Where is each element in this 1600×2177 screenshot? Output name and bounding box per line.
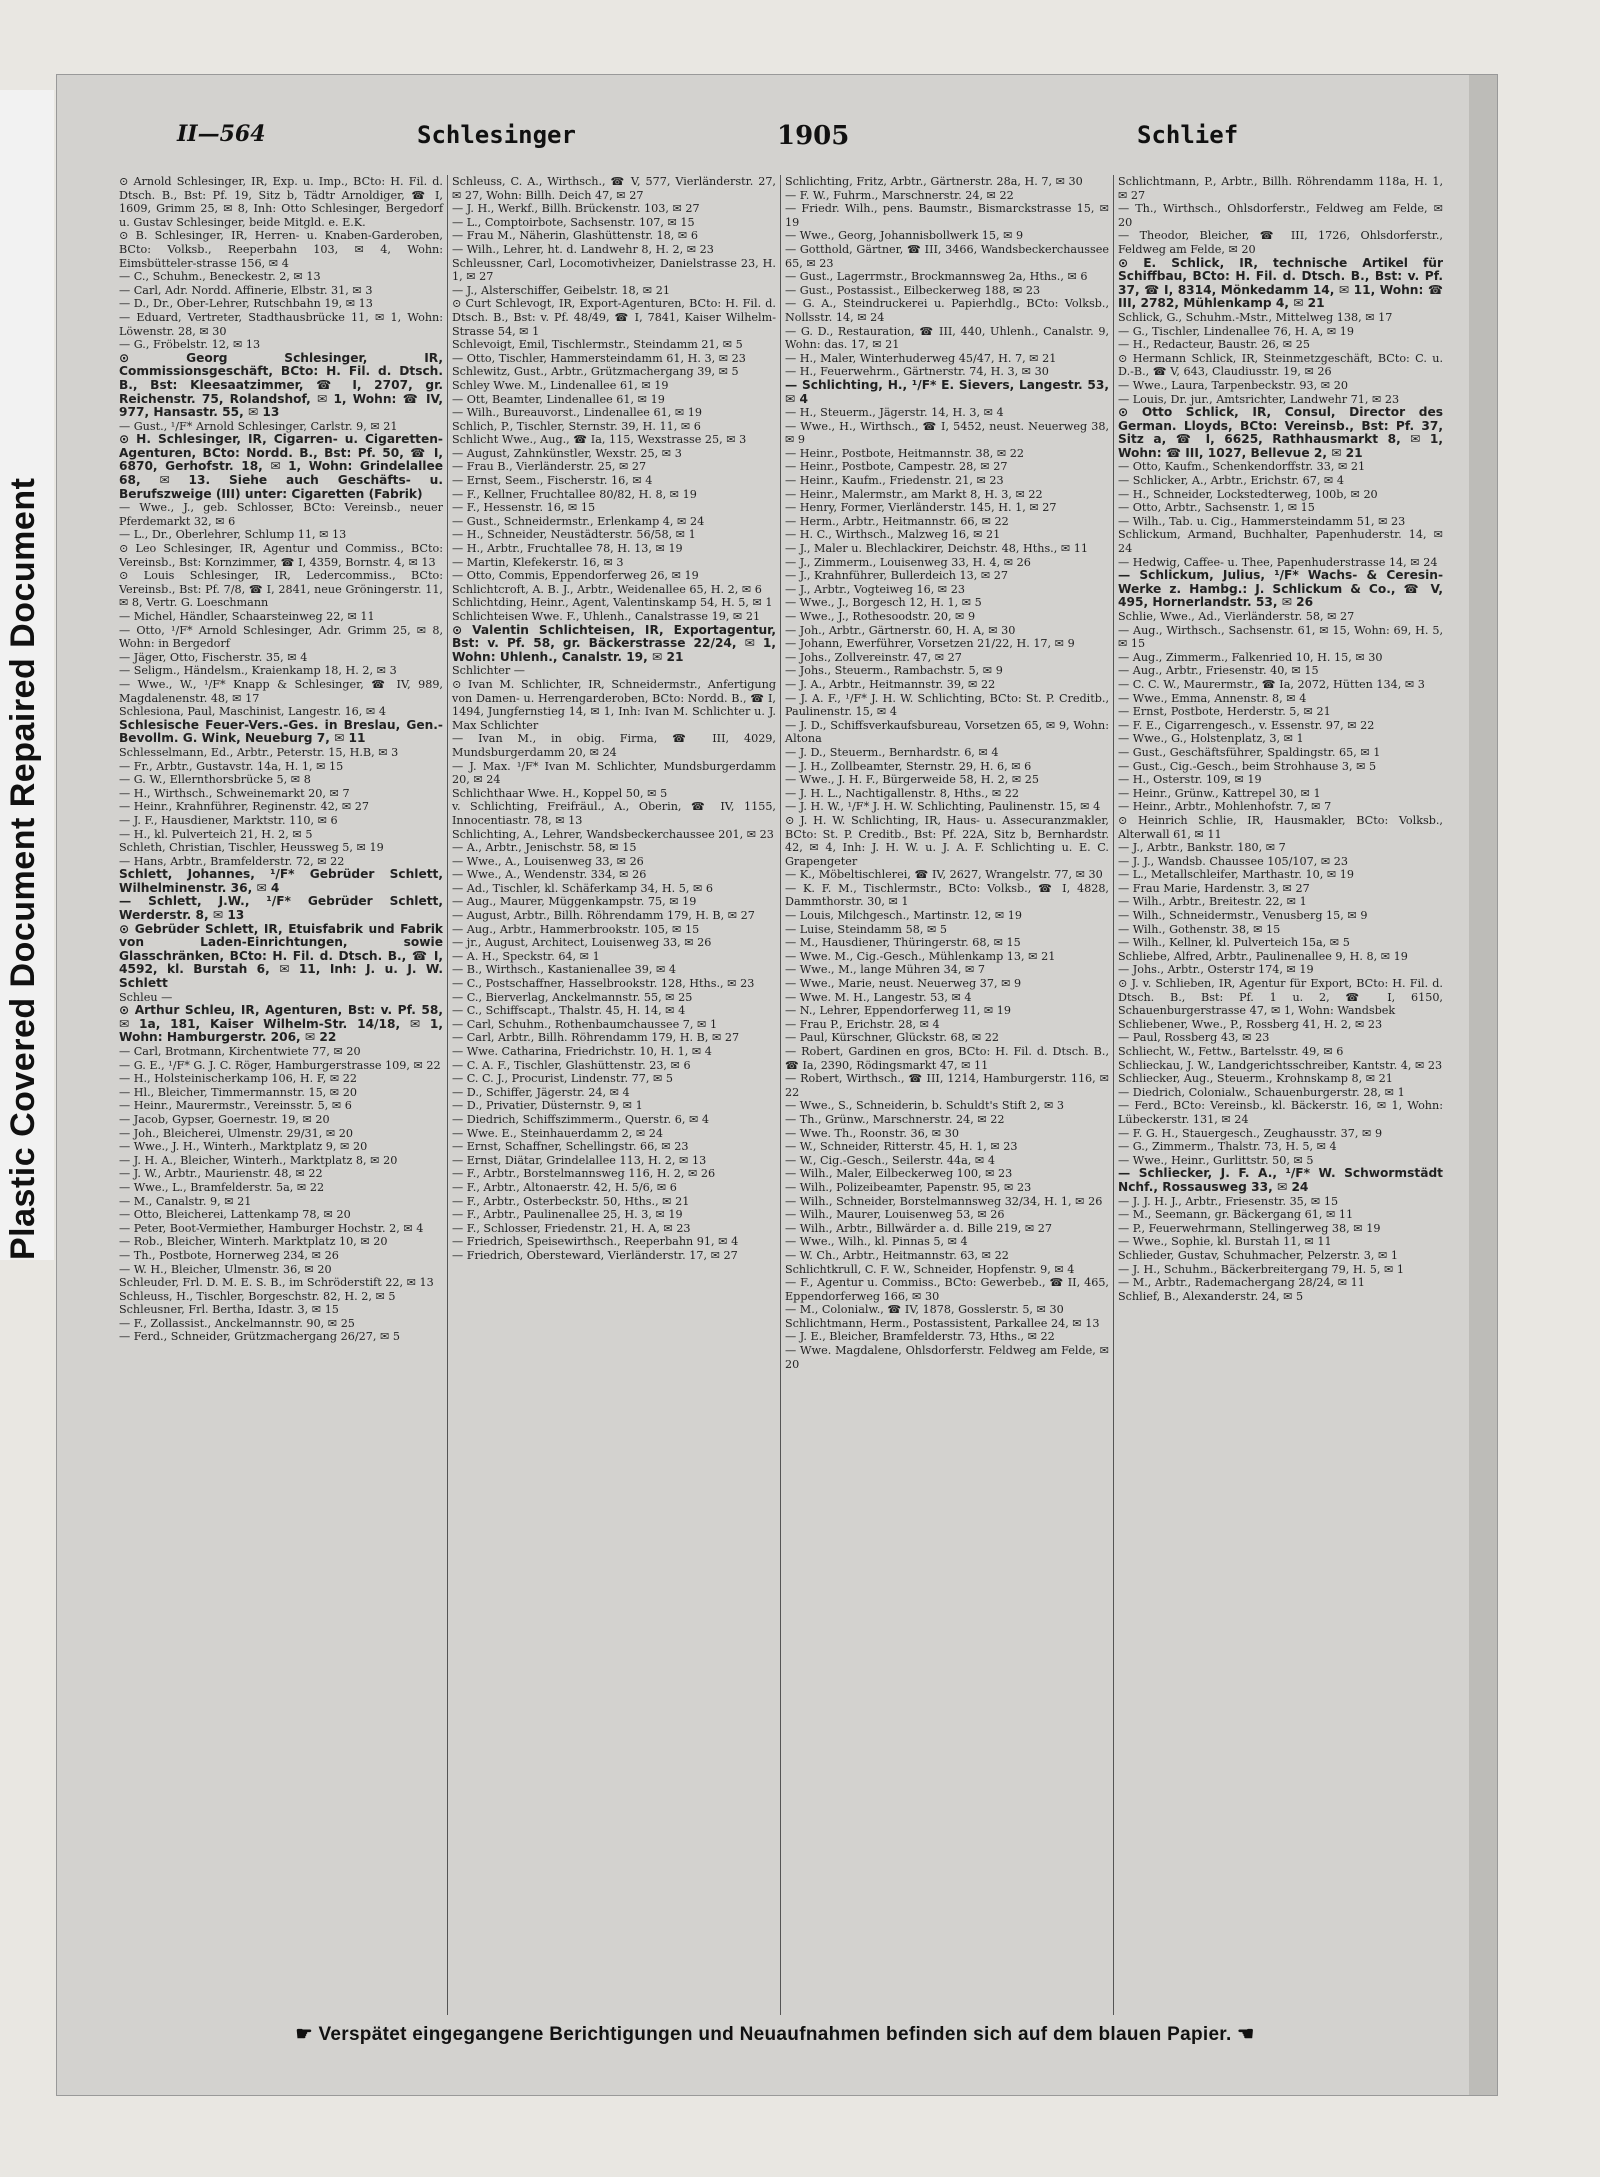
- directory-entry: — Friedr. Wilh., pens. Baumstr., Bismarckstrasse 15, ✉ 19: [785, 202, 1109, 229]
- directory-entry: — Eduard, Vertreter, Stadthausbrücke 11, ✉ 1, Wohn: Löwenstr. 28, ✉ 30: [119, 310, 443, 338]
- directory-entry: — J., Arbtr., Bankstr. 180, ✉ 7: [1118, 841, 1286, 855]
- directory-entry: — L., Metallschleifer, Marthastr. 10, ✉ 19: [1118, 868, 1355, 882]
- directory-entry: — M., Hausdiener, Thüringerstr. 68, ✉ 15: [785, 936, 1021, 950]
- directory-entry: — Wwe., Laura, Tarpenbeckstr. 93, ✉ 20: [1118, 378, 1348, 392]
- directory-column-3: [781, 175, 1114, 2015]
- directory-entry: Schleusner, Frl. Bertha, Idastr. 3, ✉ 15: [119, 1303, 339, 1317]
- directory-entry: — Ernst, Seem., Fischerstr. 16, ✉ 4: [452, 474, 653, 488]
- directory-entry: — G., Fröbelstr. 12, ✉ 13: [119, 338, 261, 352]
- directory-entry: — F., Schlosser, Friedenstr. 21, H. A, ✉ 23: [452, 1221, 691, 1235]
- directory-entry: — W., Cig.-Gesch., Seilerstr. 44a, ✉ 4: [785, 1153, 995, 1167]
- directory-entry: — J., Alsterschiffer, Geibelstr. 18, ✉ 21: [452, 283, 670, 297]
- directory-entry: — J. J. H. J., Arbtr., Friesenstr. 35, ✉ 15: [1118, 1194, 1339, 1208]
- directory-entry: — Schlett, J.W., ¹/F* Gebrüder Schlett, Werderstr. 8, ✉ 13: [119, 894, 443, 923]
- directory-entry: — Heinr., Maurermstr., Vereinsstr. 5, ✉ 6: [119, 1099, 352, 1113]
- directory-entry: Schlesiona, Paul, Maschinist, Langestr. 16, ✉ 4: [119, 705, 386, 719]
- directory-entry: Schlichtding, Heinr., Agent, Valentinskamp 54, H. 5, ✉ 1: [452, 596, 773, 610]
- directory-entry: — D., Schiffer, Jägerstr. 24, ✉ 4: [452, 1085, 630, 1099]
- directory-entry: — Wwe., M., lange Mühren 34, ✉ 7: [785, 963, 986, 977]
- directory-entry: — C., Schuhm., Beneckestr. 2, ✉ 13: [119, 270, 321, 284]
- directory-entry: — J. F., Hausdiener, Marktstr. 110, ✉ 6: [119, 813, 338, 827]
- directory-entry: Schlich, P., Tischler, Sternstr. 39, H. 11, ✉ 6: [452, 419, 701, 433]
- directory-entry: — F., Arbtr., Osterbeckstr. 50, Hths., ✉ 21: [452, 1194, 690, 1208]
- directory-entry: — M., Seemann, gr. Bäckergang 61, ✉ 11: [1118, 1208, 1354, 1222]
- directory-entry: Schley Wwe. M., Lindenallee 61, ✉ 19: [452, 378, 669, 392]
- directory-entry: — Jacob, Gypser, Goernestr. 19, ✉ 20: [119, 1112, 330, 1126]
- directory-entry: — Heinr., Kaufm., Friedenstr. 21, ✉ 23: [785, 474, 1004, 488]
- page-header: [117, 121, 1377, 157]
- directory-entry: — H., Schneider, Lockstedterweg, 100b, ✉ 20: [1118, 487, 1378, 501]
- directory-entry: Schlieder, Gustav, Schuhmacher, Pelzerstr. 3, ✉ 1: [1118, 1248, 1399, 1262]
- directory-entry: Schlewitz, Gust., Arbtr., Grützmachergang 39, ✉ 5: [452, 365, 739, 379]
- directory-entry: ⊙ E. Schlick, IR, technische Artikel für Schiffbau, BCto: H. Fil. d. Dtsch. B., Bst: v. Pf. 37, ☎ I, 8314, Mönkedamm 14, ✉ 11, Wohn: ☎ III, 2782, Mühlenkamp 4, ✉ 21: [1118, 255, 1443, 311]
- directory-entry: — Wwe., Emma, Annenstr. 8, ✉ 4: [1118, 691, 1307, 705]
- directory-entry: ⊙ Ivan M. Schlichter, IR, Schneidermstr., Anfertigung von Damen- u. Herrengarderoben, BCto: Nordd. B., ☎ I, 1494, Jungfernstieg 14, ✉ 1, Inh: Ivan M. Schlichter u. J. Max Schlichter: [452, 677, 776, 732]
- directory-entry: — Luise, Steindamm 58, ✉ 5: [785, 922, 947, 936]
- directory-column-4: [1114, 175, 1447, 2015]
- directory-entry: — C. A. F., Tischler, Glashüttenstr. 23, ✉ 6: [452, 1058, 691, 1072]
- side-stamp: [0, 90, 54, 1260]
- directory-entry: Schlieckau, J. W., Landgerichtsschreiber, Kantstr. 4, ✉ 23: [1118, 1058, 1443, 1072]
- directory-entry: — Wwe., J., Borgesch 12, H. 1, ✉ 5: [785, 596, 982, 610]
- directory-entry: — W., Schneider, Ritterstr. 45, H. 1, ✉ 23: [785, 1140, 1018, 1154]
- directory-entry: — Wwe., H., Wirthsch., ☎ I, 5452, neust. Neuerweg 38, ✉ 9: [785, 419, 1109, 447]
- directory-entry: Schleussner, Carl, Locomotivheizer, Danielstrasse 23, H. 1, ✉ 27: [452, 256, 776, 284]
- side-stamp-text: Plastic Covered Document Repaired Document: [4, 477, 42, 1260]
- directory-entry: — Wwe., A., Wendenstr. 334, ✉ 26: [452, 868, 647, 882]
- directory-entry: — F., Arbtr., Altonaerstr. 42, H. 5/6, ✉ 6: [452, 1180, 677, 1194]
- directory-entry: — Robert, Gardinen en gros, BCto: H. Fil. d. Dtsch. B., ☎ Ia, 2390, Rödingsmarkt 47, ✉ 11: [785, 1045, 1109, 1072]
- directory-entry: — Ferd., Schneider, Grützmachergang 26/27, ✉ 5: [119, 1330, 400, 1344]
- directory-entry: — Gust., Lagerrmstr., Brockmannsweg 2a, Hths., ✉ 6: [785, 270, 1088, 284]
- directory-entry: — Gust., Cig.-Gesch., beim Strohhause 3, ✉ 5: [1118, 759, 1377, 773]
- directory-entry: — Michel, Händler, Schaarsteinweg 22, ✉ 11: [119, 610, 375, 623]
- directory-entry: — Diedrich, Colonialw., Schauenburgerstr. 28, ✉ 1: [1118, 1085, 1405, 1099]
- directory-entry: Schlichter —: [452, 664, 525, 678]
- directory-entry: Schlichteisen Wwe. F., Uhlenh., Canalstrasse 19, ✉ 21: [452, 610, 761, 623]
- directory-entry: — F., Agentur u. Commiss., BCto: Gewerbeb., ☎ II, 465, Eppendorferweg 166, ✉ 30: [785, 1276, 1109, 1303]
- directory-entry: — Carl, Schuhm., Rothenbaumchaussee 7, ✉ 1: [452, 1017, 718, 1031]
- directory-entry: — H., Steuerm., Jägerstr. 14, H. 3, ✉ 4: [785, 406, 1004, 420]
- directory-entry: — K., Möbeltischlerei, ☎ IV, 2627, Wrangelstr. 77, ✉ 30: [785, 868, 1103, 882]
- directory-entry: Schlief, B., Alexanderstr. 24, ✉ 5: [1118, 1289, 1304, 1303]
- footer-note: ☛ Verspätet eingegangene Berichtigungen und Neuaufnahmen befinden sich auf dem blauen Papier. ☚: [295, 2024, 1255, 2045]
- directory-entry: — Wwe. M. H., Langestr. 53, ✉ 4: [785, 990, 972, 1004]
- directory-entry: — Wwe., Heinr., Gurlittstr. 50, ✉ 5: [1118, 1153, 1314, 1167]
- directory-entry: — Carl, Adr. Nordd. Affinerie, Elbstr. 31, ✉ 3: [119, 283, 373, 297]
- directory-entry: — Friedrich, Obersteward, Vierländerstr. 17, ✉ 27: [452, 1248, 738, 1262]
- directory-entry: — Wilh., Gothenstr. 38, ✉ 15: [1118, 922, 1281, 936]
- directory-column-1: [115, 175, 448, 2015]
- directory-entry: — Wwe. Catharina, Friedrichstr. 10, H. 1, ✉ 4: [452, 1045, 712, 1058]
- directory-entry: ⊙ Gebrüder Schlett, IR, Etuisfabrik und Fabrik von Laden-Einrichtungen, sowie Glasschränken, BCto: H. Fil. d. Dtsch. B., ☎ I, 4592, kl. Burstah 6, ✉ 11, Inh: J. u. J. W. Schlett: [119, 921, 443, 991]
- directory-entry: — Wwe., S., Schneiderin, b. Schuldt's Stift 2, ✉ 3: [785, 1099, 1065, 1113]
- directory-entry: — F., Hessenstr. 16, ✉ 15: [452, 501, 596, 515]
- directory-entry: — Johs., Steuerm., Rambachstr. 5, ✉ 9: [785, 664, 1003, 678]
- directory-entry: — Wilh., Schneidermstr., Venusberg 15, ✉ 9: [1118, 909, 1368, 923]
- directory-entry: — Carl, Arbtr., Billh. Röhrendamm 179, H. B, ✉ 27: [452, 1031, 740, 1045]
- directory-entry: — G., Tischler, Lindenallee 76, H. A, ✉ 19: [1118, 324, 1355, 338]
- directory-entry: — G., Zimmerm., Thalstr. 73, H. 5, ✉ 4: [1118, 1140, 1337, 1154]
- directory-entry: — C., Bierverlag, Anckelmannstr. 55, ✉ 25: [452, 990, 693, 1004]
- directory-entry: — C., Schiffscapt., Thalstr. 45, H. 14, ✉ 4: [452, 1004, 686, 1018]
- directory-entry: Schliecht, W., Fettw., Bartelsstr. 49, ✉ 6: [1118, 1045, 1344, 1058]
- directory-entry: — Heinr., Grünw., Kattrepel 30, ✉ 1: [1118, 786, 1321, 800]
- directory-entry: — Joh., Arbtr., Gärtnerstr. 60, H. A, ✉ 30: [785, 623, 1016, 637]
- directory-entry: — Wwe., J. H., Winterh., Marktplatz 9, ✉ 20: [119, 1140, 368, 1154]
- directory-entry: — Wwe., J., Rothesoodstr. 20, ✉ 9: [785, 610, 976, 623]
- directory-entry: — Jäger, Otto, Fischerstr. 35, ✉ 4: [119, 650, 308, 664]
- directory-entry: — Frau M., Näherin, Glashüttenstr. 18, ✉ 6: [452, 229, 698, 243]
- directory-entry: — K. F. M., Tischlermstr., BCto: Volksb., ☎ I, 4828, Dammthorstr. 30, ✉ 1: [785, 881, 1109, 909]
- directory-entry: Schlichting, Fritz, Arbtr., Gärtnerstr. 28a, H. 7, ✉ 30: [785, 175, 1083, 188]
- directory-entry: — Gust., Schneidermstr., Erlenkamp 4, ✉ 24: [452, 514, 705, 528]
- directory-entry: — Schlichting, H., ¹/F* E. Sievers, Langestr. 53, ✉ 4: [785, 377, 1109, 406]
- directory-entry: — F. G. H., Stauergesch., Zeughausstr. 37, ✉ 9: [1118, 1126, 1383, 1140]
- directory-entry: — J. Max. ¹/F* Ivan M. Schlichter, Mundsburgerdamm 20, ✉ 24: [452, 759, 776, 787]
- directory-entry: — J. D., Steuerm., Bernhardstr. 6, ✉ 4: [785, 745, 999, 759]
- directory-entry: — Aug., Arbtr., Hammerbrookstr. 105, ✉ 15: [452, 922, 700, 936]
- directory-entry: — L., Comptoirbote, Sachsenstr. 107, ✉ 15: [452, 215, 695, 229]
- directory-entry: — J. E., Bleicher, Bramfelderstr. 73, Hths., ✉ 22: [785, 1330, 1055, 1344]
- directory-entry: — Martin, Klefekerstr. 16, ✉ 3: [452, 555, 624, 569]
- directory-entry: — J., Maler u. Blechlackirer, Deichstr. 48, Hths., ✉ 11: [785, 542, 1089, 556]
- directory-entry: — August, Arbtr., Billh. Röhrendamm 179, H. B, ✉ 27: [452, 909, 755, 923]
- header-left-word: Schlesinger: [417, 121, 576, 149]
- directory-entry: — H., Schneider, Neustädterstr. 56/58, ✉ 1: [452, 528, 696, 542]
- directory-entry: — Ernst, Diätar, Grindelallee 113, H. 2, ✉ 13: [452, 1153, 707, 1167]
- directory-entry: — Seligm., Händelsm., Kraienkamp 18, H. 2, ✉ 3: [119, 664, 397, 678]
- directory-entry: Schlett, Johannes, ¹/F* Gebrüder Schlett, Wilhelminenstr. 36, ✉ 4: [119, 867, 443, 895]
- directory-entry: — Wilh., Bureauvorst., Lindenallee 61, ✉ 19: [452, 406, 702, 420]
- directory-entry: Schleuss, C. A., Wirthsch., ☎ V, 577, Vierländerstr. 27, ✉ 27, Wohn: Billh. Deich 47, ✉ 27: [452, 175, 776, 202]
- directory-entry: — F., Arbtr., Paulinenallee 25, H. 3, ✉ 19: [452, 1208, 683, 1222]
- directory-entry: — M., Arbtr., Rademachergang 28/24, ✉ 11: [1118, 1276, 1365, 1290]
- directory-entry: — J., Krahnführer, Bullerdeich 13, ✉ 27: [785, 569, 1009, 583]
- directory-entry: — Wwe., Sophie, kl. Burstah 11, ✉ 11: [1118, 1235, 1332, 1249]
- directory-entry: Schlichtcroft, A. B. J., Arbtr., Weidenallee 65, H. 2, ✉ 6: [452, 582, 762, 596]
- directory-entry: — Wwe. Th., Roonstr. 36, ✉ 30: [785, 1126, 959, 1140]
- directory-entry: Schlichtkrull, C. F. W., Schneider, Hopfenstr. 9, ✉ 4: [785, 1262, 1075, 1276]
- directory-entry: — Paul, Rossberg 43, ✉ 23: [1118, 1031, 1270, 1045]
- directory-entry: Schlichtmann, P., Arbtr., Billh. Röhrendamm 118a, H. 1, ✉ 27: [1118, 175, 1443, 202]
- directory-entry: Schlickum, Armand, Buchhalter, Papenhuderstr. 14, ✉ 24: [1118, 528, 1443, 556]
- directory-entry: — Johann, Ewerführer, Vorsetzen 21/22, H. 17, ✉ 9: [785, 637, 1075, 651]
- directory-entry: ⊙ Heinrich Schlie, IR, Hausmakler, BCto: Volksb., Alterwall 61, ✉ 11: [1118, 813, 1443, 841]
- directory-entry: Schlicht Wwe., Aug., ☎ Ia, 115, Wexstrasse 25, ✉ 3: [452, 433, 747, 447]
- directory-entry: — Heinr., Krahnführer, Reginenstr. 42, ✉ 27: [119, 800, 370, 814]
- header-year: 1905: [777, 121, 850, 151]
- directory-entry: ⊙ J. v. Schlieben, IR, Agentur für Export, BCto: H. Fil. d. Dtsch. B., Bst: Pf. 1 u. 2, ☎ I, 6150, Schauenburgerstrasse 47, ✉ 1, Wohn: Wandsbek: [1118, 977, 1443, 1018]
- directory-entry: — B., Wirthsch., Kastanienallee 39, ✉ 4: [452, 963, 677, 977]
- directory-entry: — H., Maler, Winterhuderweg 45/47, H. 7, ✉ 21: [785, 351, 1057, 365]
- directory-entry: Schlesselmann, Ed., Arbtr., Peterstr. 15, H.B, ✉ 3: [119, 745, 399, 759]
- directory-entry: ⊙ Curt Schlevogt, IR, Export-Agenturen, BCto: H. Fil. d. Dtsch. B., Bst: v. Pf. 48/49, ☎ I, 7841, Kaiser Wilhelm-Strasse 54, ✉ 1: [452, 297, 776, 338]
- directory-entry: — Gust., Postassist., Eilbeckerweg 188, ✉ 23: [785, 283, 1041, 297]
- directory-entry: — Wwe., W., ¹/F* Knapp & Schlesinger, ☎ IV, 989, Magdalenenstr. 48, ✉ 17: [119, 677, 443, 705]
- directory-entry: — Hedwig, Caffee- u. Thee, Papenhuderstrasse 14, ✉ 24: [1118, 555, 1438, 569]
- directory-entry: — J. H., Schuhm., Bäckerbreitergang 79, H. 5, ✉ 1: [1118, 1262, 1405, 1276]
- directory-entry: — Wilh., Tab. u. Cig., Hammersteindamm 51, ✉ 23: [1118, 514, 1406, 528]
- directory-entry: — Wilh., Arbtr., Breitestr. 22, ✉ 1: [1118, 895, 1307, 909]
- directory-entry: — Ernst, Schaffner, Schellingstr. 66, ✉ 23: [452, 1140, 689, 1154]
- directory-entry: — Hans, Arbtr., Bramfelderstr. 72, ✉ 22: [119, 854, 345, 868]
- directory-entry: — F. E., Cigarrengesch., v. Essenstr. 97, ✉ 22: [1118, 718, 1375, 732]
- directory-entry: — H., Holsteinischerkamp 106, H. F, ✉ 22: [119, 1072, 358, 1086]
- directory-entry: — Aug., Wirthsch., Sachsenstr. 61, ✉ 15, Wohn: 69, H. 5, ✉ 15: [1118, 623, 1443, 651]
- directory-entry: — Wwe. M., Cig.-Gesch., Mühlenkamp 13, ✉ 21: [785, 949, 1056, 963]
- directory-entry: Schliecker, Aug., Steuerm., Krohnskamp 8, ✉ 21: [1118, 1072, 1393, 1086]
- directory-entry: — C. C. W., Maurermstr., ☎ Ia, 2072, Hütten 134, ✉ 3: [1118, 677, 1425, 691]
- directory-entry: Schlichting, A., Lehrer, Wandsbeckerchaussee 201, ✉ 23: [452, 827, 774, 841]
- directory-entry: Schlichtmann, Herm., Postassistent, Parkallee 24, ✉ 13: [785, 1316, 1100, 1330]
- directory-entry: — Theodor, Bleicher, ☎ III, 1726, Ohlsdorferstr., Feldweg am Felde, ✉ 20: [1118, 229, 1443, 256]
- directory-entry: — Rob., Bleicher, Winterh. Marktplatz 10, ✉ 20: [119, 1235, 388, 1249]
- directory-entry: — Aug., Arbtr., Friesenstr. 40, ✉ 15: [1118, 664, 1319, 678]
- directory-entry: — Wilh., Maurer, Louisenweg 53, ✉ 26: [785, 1208, 1005, 1222]
- directory-entry: ⊙ B. Schlesinger, IR, Herren- u. Knaben-Garderoben, BCto: Volksb., Reeperbahn 103, ✉ 4, Wohn: Eimsbütteler-strasse 156, ✉ 4: [119, 229, 443, 270]
- directory-entry: — G. W., Ellernthorsbrücke 5, ✉ 8: [119, 773, 311, 787]
- directory-entry: — Peter, Boot-Vermiether, Hamburger Hochstr. 2, ✉ 4: [119, 1221, 424, 1235]
- directory-entry: — W. H., Bleicher, Ulmenstr. 36, ✉ 20: [119, 1262, 332, 1276]
- directory-entry: — Wilh., Polizeibeamter, Papenstr. 95, ✉ 23: [785, 1180, 1032, 1194]
- directory-entry: — Schliecker, J. F. A., ¹/F* W. Schwormstädt Nchf., Rossausweg 33, ✉ 24: [1118, 1166, 1443, 1194]
- directory-entry: — Wwe. Magdalene, Ohlsdorferstr. Feldweg am Felde, ✉ 20: [785, 1344, 1109, 1371]
- directory-entry: Schleu —: [119, 990, 173, 1004]
- directory-entry: — Diedrich, Schiffszimmerm., Querstr. 6, ✉ 4: [452, 1112, 710, 1126]
- directory-entry: — Frau Marie, Hardenstr. 3, ✉ 27: [1118, 881, 1310, 895]
- directory-entry: ⊙ Arnold Schlesinger, IR, Exp. u. Imp., BCto: H. Fil. d. Dtsch. B., Bst: Pf. 19, Sitz b, Tädtr Arnoldiger, ☎ I, 1609, Grimm 25, ✉ 8, Inh: Otto Schlesinger, Bergedorf u. Gustav Schlesinger, beide Mitgld. e. E.K.: [119, 175, 443, 229]
- directory-entry: Schleuder, Frl. D. M. E. S. B., im Schröderstift 22, ✉ 13: [119, 1276, 434, 1290]
- directory-entry: — F., Zollassist., Anckelmannstr. 90, ✉ 25: [119, 1316, 355, 1330]
- directory-entry: — Heinr., Arbtr., Mohlenhofstr. 7, ✉ 7: [1118, 800, 1332, 814]
- directory-entry: — Johs., Arbtr., Osterstr 174, ✉ 19: [1118, 963, 1314, 977]
- directory-entry: — J. A., Arbtr., Heitmannstr. 39, ✉ 22: [785, 677, 996, 691]
- directory-entry: — H., Wirthsch., Schweinemarkt 20, ✉ 7: [119, 786, 350, 800]
- directory-entry: — J. A. F., ¹/F* J. H. W. Schlichting, BCto: St. P. Creditb., Paulinenstr. 15, ✉ 4: [785, 691, 1109, 719]
- directory-entry: — G. A., Steindruckerei u. Papierhdlg., BCto: Volksb., Nollsstr. 14, ✉ 24: [785, 297, 1109, 324]
- directory-entry: — Th., Wirthsch., Ohlsdorferstr., Feldweg am Felde, ✉ 20: [1118, 202, 1443, 229]
- directory-entry: — Otto, Bleicherei, Lattenkamp 78, ✉ 20: [119, 1208, 351, 1222]
- directory-entry: — Ott, Beamter, Lindenallee 61, ✉ 19: [452, 392, 665, 406]
- directory-entry: — M., Colonialw., ☎ IV, 1878, Gosslerstr. 5, ✉ 30: [785, 1303, 1064, 1317]
- directory-entry: — H., Osterstr. 109, ✉ 19: [1118, 773, 1262, 787]
- directory-entry: ⊙ H. Schlesinger, IR, Cigarren- u. Cigaretten-Agenturen, BCto: Nordd. B., Bst: Pf. 50, ☎ I, 6870, Gerhofstr. 18, ✉ 1, Wohn: Grindelallee 68, ✉ 13. Siehe auch Geschäfts- u. Berufszweige (III) unter: Cigaretten (Fabrik): [119, 432, 443, 501]
- directory-entry: — H., Arbtr., Fruchtallee 78, H. 13, ✉ 19: [452, 542, 683, 556]
- directory-entry: — Schlicker, A., Arbtr., Erichstr. 67, ✉ 4: [1118, 474, 1344, 488]
- directory-entry: — Otto, Commis, Eppendorferweg 26, ✉ 19: [452, 569, 699, 583]
- directory-entry: — Henry, Former, Vierländerstr. 145, H. 1, ✉ 27: [785, 501, 1057, 515]
- directory-entry: — F. W., Fuhrm., Marschnerstr. 24, ✉ 22: [785, 188, 1014, 202]
- directory-entry: — Wwe., Georg, Johannisbollwerk 15, ✉ 9: [785, 229, 1024, 243]
- directory-entry: — H., Feuerwehrm., Gärtnerstr. 74, H. 3, ✉ 30: [785, 365, 1049, 379]
- directory-entry: — Wilh., Arbtr., Billwärder a. d. Bille 219, ✉ 27: [785, 1221, 1053, 1235]
- directory-columns: [115, 175, 1447, 2015]
- directory-entry: — Friedrich, Speisewirthsch., Reeperbahn 91, ✉ 4: [452, 1235, 739, 1249]
- directory-entry: — Frau B., Vierländerstr. 25, ✉ 27: [452, 460, 647, 474]
- directory-entry: — Otto, Tischler, Hammersteindamm 61, H. 3, ✉ 23: [452, 351, 746, 365]
- directory-entry: — Heinr., Postbote, Heitmannstr. 38, ✉ 22: [785, 446, 1024, 460]
- directory-entry: — Johs., Zollvereinstr. 47, ✉ 27: [785, 650, 962, 664]
- directory-entry: — D., Dr., Ober-Lehrer, Rutschbahn 19, ✉ 13: [119, 297, 373, 311]
- directory-entry: — A. H., Speckstr. 64, ✉ 1: [452, 949, 600, 963]
- directory-entry: — Wwe., J., geb. Schlosser, BCto: Vereinsb., neuer Pferdemarkt 32, ✉ 6: [119, 501, 443, 528]
- directory-entry: — Joh., Bleicherei, Ulmenstr. 29/31, ✉ 20: [119, 1126, 354, 1140]
- directory-entry: — F., Kellner, Fruchtallee 80/82, H. 8, ✉ 19: [452, 487, 697, 501]
- directory-entry: — jr., August, Architect, Louisenweg 33, ✉ 26: [452, 936, 712, 950]
- directory-entry: — H., Redacteur, Baustr. 26, ✉ 25: [1118, 338, 1310, 352]
- directory-page: [56, 74, 1498, 2096]
- directory-entry: ⊙ Arthur Schleu, IR, Agenturen, Bst: v. Pf. 58, ✉ 1a, 181, Kaiser Wilhelm-Str. 14/18, ✉ 1, Wohn: Hamburgerstr. 206, ✉ 22: [119, 1003, 443, 1045]
- directory-entry: — August, Zahnkünstler, Wexstr. 25, ✉ 3: [452, 446, 682, 460]
- directory-entry: — Frau P., Erichstr. 28, ✉ 4: [785, 1017, 940, 1031]
- directory-entry: — Wwe., J. H. F., Bürgerweide 58, H. 2, ✉ 25: [785, 773, 1040, 787]
- directory-entry: — P., Feuerwehrmann, Stellingerweg 38, ✉ 19: [1118, 1221, 1381, 1235]
- directory-entry: — Carl, Brotmann, Kirchentwiete 77, ✉ 20: [119, 1045, 361, 1058]
- directory-entry: Schlichthaar Wwe. H., Koppel 50, ✉ 5: [452, 786, 668, 800]
- directory-entry: ⊙ Louis Schlesinger, IR, Ledercommiss., BCto: Vereinsb., Bst: Pf. 7/8, ☎ I, 2841, neue Gröningerstr. 11, ✉ 8, Vertr. G. Loeschmann: [119, 569, 443, 610]
- directory-entry: — Fr., Arbtr., Gustavstr. 14a, H. 1, ✉ 15: [119, 759, 344, 773]
- directory-entry: — J. D., Schiffsverkaufsbureau, Vorsetzen 65, ✉ 9, Wohn: Altona: [785, 718, 1109, 746]
- directory-entry: — Otto, ¹/F* Arnold Schlesinger, Adr. Grimm 25, ✉ 8, Wohn: in Bergedorf: [119, 623, 443, 651]
- directory-entry: — Wilh., Schneider, Borstelmannsweg 32/34, H. 1, ✉ 26: [785, 1194, 1103, 1208]
- directory-entry: — Schlickum, Julius, ¹/F* Wachs- & Ceresin-Werke z. Hambg.: J. Schlickum & Co., ☎ V, 495, Hornerlandstr. 53, ✉ 26: [1118, 568, 1443, 610]
- directory-entry: — D., Privatier, Düsternstr. 9, ✉ 1: [452, 1099, 643, 1113]
- directory-entry: Schleth, Christian, Tischler, Heussweg 5, ✉ 19: [119, 841, 384, 855]
- directory-entry: ⊙ Georg Schlesinger, IR, Commissionsgeschäft, BCto: H. Fil. d. Dtsch. B., Bst: Kleesaatzimmer, ☎ I, 2707, gr. Reichenstr. 75, Rolandshof, ✉ 1, Wohn: ☎ IV, 977, Hansastr. 55, ✉ 13: [119, 350, 443, 420]
- directory-entry: ⊙ Otto Schlick, IR, Consul, Director des German. Lloyds, BCto: Vereinsb., Bst: Pf. 37, Sitz a, ☎ I, 6625, Rathhausmarkt 8, ✉ 1, Wohn: ☎ III, 1027, Bellevue 2, ✉ 21: [1118, 405, 1443, 460]
- directory-entry: — Paul, Kürschner, Glückstr. 68, ✉ 22: [785, 1031, 1000, 1045]
- directory-entry: — J. H., Werkf., Billh. Brückenstr. 103, ✉ 27: [452, 202, 700, 216]
- directory-entry: — Louis, Dr. jur., Amtsrichter, Landwehr 71, ✉ 23: [1118, 392, 1400, 406]
- directory-entry: — Wilh., Kellner, kl. Pulverteich 15a, ✉ 5: [1118, 936, 1350, 950]
- page-number: II—564: [177, 121, 266, 147]
- directory-entry: — H. C., Wirthsch., Malzweg 16, ✉ 21: [785, 528, 1001, 542]
- directory-entry: — Aug., Maurer, Müggenkampstr. 75, ✉ 19: [452, 895, 697, 909]
- directory-entry: — W. Ch., Arbtr., Heitmannstr. 63, ✉ 22: [785, 1248, 1009, 1262]
- directory-entry: — Hl., Bleicher, Timmermannstr. 15, ✉ 20: [119, 1085, 357, 1099]
- directory-entry: — J. H. L., Nachtigallenstr. 8, Hths., ✉ 22: [785, 786, 1019, 800]
- directory-entry: — Wwe. E., Steinhauerdamm 2, ✉ 24: [452, 1126, 664, 1140]
- directory-entry: — Wwe., Wilh., kl. Pinnas 5, ✉ 4: [785, 1235, 968, 1249]
- directory-entry: — Heinr., Postbote, Campestr. 28, ✉ 27: [785, 460, 1008, 474]
- directory-entry: Schlesische Feuer-Vers.-Ges. in Breslau, Gen.-Bevollm. G. Wink, Neueburg 7, ✉ 11: [119, 717, 443, 746]
- directory-column-2: [448, 175, 781, 2015]
- directory-entry: — C., Postschaffner, Hasselbrookstr. 128, Hths., ✉ 23: [452, 977, 755, 991]
- directory-entry: — J. H. W., ¹/F* J. H. W. Schlichting, Paulinenstr. 15, ✉ 4: [785, 800, 1101, 814]
- directory-entry: — Louis, Milchgesch., Martinstr. 12, ✉ 19: [785, 909, 1023, 923]
- directory-entry: ⊙ Leo Schlesinger, IR, Agentur und Commiss., BCto: Vereinsb., Bst: Kornzimmer, ☎ I, 4359, Bornstr. 4, ✉ 13: [119, 542, 443, 569]
- directory-entry: — J. H., Zollbeamter, Sternstr. 29, H. 6, ✉ 6: [785, 759, 1032, 773]
- directory-entry: — Th., Grünw., Marschnerstr. 24, ✉ 22: [785, 1112, 1005, 1126]
- directory-entry: — Wwe., Marie, neust. Neuerweg 37, ✉ 9: [785, 977, 1022, 991]
- directory-entry: — J. H. A., Bleicher, Winterh., Marktplatz 8, ✉ 20: [119, 1153, 398, 1167]
- directory-entry: — G. D., Restauration, ☎ III, 440, Uhlenh., Canalstr. 9, Wohn: das. 17, ✉ 21: [785, 324, 1109, 352]
- directory-entry: — H., kl. Pulverteich 21, H. 2, ✉ 5: [119, 827, 313, 841]
- header-right-word: Schlief: [1137, 121, 1239, 149]
- directory-entry: — Wilh., Lehrer, ht. d. Landwehr 8, H. 2, ✉ 23: [452, 242, 714, 256]
- directory-entry: Schlick, G., Schuhm.-Mstr., Mittelweg 138, ✉ 17: [1118, 310, 1393, 324]
- directory-entry: — Wwe., A., Louisenweg 33, ✉ 26: [452, 854, 644, 868]
- directory-entry: — J. J., Wandsb. Chaussee 105/107, ✉ 23: [1118, 854, 1349, 868]
- directory-entry: — Wilh., Maler, Eilbeckerweg 100, ✉ 23: [785, 1167, 1013, 1181]
- directory-entry: — L., Dr., Oberlehrer, Schlump 11, ✉ 13: [119, 528, 347, 542]
- directory-entry: — G. E., ¹/F* G. J. C. Röger, Hamburgerstrasse 109, ✉ 22: [119, 1058, 441, 1072]
- directory-entry: ⊙ J. H. W. Schlichting, IR, Haus- u. Assecuranzmakler, BCto: St. P. Creditb., Bst: Pf. 22A, Sitz b, Bernhardstr. 42, ✉ 4, Inh: J. H. W. u. J. A. F. Schlichting u. E. C. Grapengeter: [785, 813, 1109, 868]
- directory-entry: v. Schlichting, Freifräul., A., Oberin, ☎ IV, 1155, Innocentiastr. 78, ✉ 13: [452, 800, 776, 827]
- directory-entry: — Wwe., G., Holstenplatz, 3, ✉ 1: [1118, 732, 1304, 746]
- directory-entry: — Wwe., L., Bramfelderstr. 5a, ✉ 22: [119, 1180, 325, 1194]
- directory-entry: Schlevoigt, Emil, Tischlermstr., Steindamm 21, ✉ 5: [452, 338, 743, 352]
- directory-entry: — C. C. J., Procurist, Lindenstr. 77, ✉ 5: [452, 1072, 673, 1086]
- directory-entry: — N., Lehrer, Eppendorferweg 11, ✉ 19: [785, 1004, 1012, 1018]
- directory-entry: — Ferd., BCto: Vereinsb., kl. Bäckerstr. 16, ✉ 1, Wohn: Lübeckerstr. 131, ✉ 24: [1118, 1099, 1443, 1126]
- directory-entry: Schliebener, Wwe., P., Rossberg 41, H. 2, ✉ 23: [1118, 1017, 1383, 1031]
- directory-entry: — Ivan M., in obig. Firma, ☎ III, 4029, Mundsburgerdamm 20, ✉ 24: [452, 732, 776, 759]
- directory-entry: — A., Arbtr., Jenischstr. 58, ✉ 15: [452, 841, 637, 855]
- directory-entry: — F., Arbtr., Borstelmannsweg 116, H. 2, ✉ 26: [452, 1167, 716, 1181]
- directory-entry: — M., Canalstr. 9, ✉ 21: [119, 1194, 252, 1208]
- directory-entry: — Otto, Arbtr., Sachsenstr. 1, ✉ 15: [1118, 501, 1315, 515]
- directory-entry: — Heinr., Malermstr., am Markt 8, H. 3, ✉ 22: [785, 487, 1043, 501]
- directory-entry: — Robert, Wirthsch., ☎ III, 1214, Hamburgerstr. 116, ✉ 22: [785, 1072, 1109, 1099]
- directory-entry: — Herm., Arbtr., Heitmannstr. 66, ✉ 22: [785, 514, 1009, 528]
- directory-entry: — Th., Postbote, Hornerweg 234, ✉ 26: [119, 1248, 339, 1262]
- directory-entry: — Gust., ¹/F* Arnold Schlesinger, Carlstr. 9, ✉ 21: [119, 419, 398, 433]
- directory-entry: Schliebe, Alfred, Arbtr., Paulinenallee 9, H. 8, ✉ 19: [1118, 949, 1408, 963]
- directory-entry: — Ernst, Postbote, Herderstr. 5, ✉ 21: [1118, 705, 1331, 719]
- directory-entry: — J., Zimmerm., Louisenweg 33, H. 4, ✉ 26: [785, 555, 1031, 569]
- directory-entry: — Ad., Tischler, kl. Schäferkamp 34, H. 5, ✉ 6: [452, 881, 713, 895]
- directory-entry: — Aug., Zimmerm., Falkenried 10, H. 15, ✉ 30: [1118, 650, 1383, 664]
- directory-entry: ⊙ Valentin Schlichteisen, IR, Exportagentur, Bst: v. Pf. 58, gr. Bäckerstrasse 22/24, ✉ 1, Wohn: Uhlenh., Canalstr. 19, ✉ 21: [452, 622, 776, 664]
- directory-entry: — J. W., Arbtr., Maurienstr. 48, ✉ 22: [119, 1167, 323, 1181]
- directory-entry: — Gotthold, Gärtner, ☎ III, 3466, Wandsbeckerchaussee 65, ✉ 23: [785, 242, 1109, 270]
- directory-entry: — J., Arbtr., Vogteiweg 16, ✉ 23: [785, 582, 965, 596]
- directory-entry: Schleuss, H., Tischler, Borgeschstr. 82, H. 2, ✉ 5: [119, 1289, 396, 1303]
- page-edge: [1469, 75, 1497, 2095]
- directory-entry: Schlie, Wwe., Ad., Vierländerstr. 58, ✉ 27: [1118, 610, 1355, 623]
- directory-entry: ⊙ Hermann Schlick, IR, Steinmetzgeschäft, BCto: C. u. D.-B., ☎ V, 643, Claudiusstr. 19, ✉ 26: [1118, 351, 1443, 379]
- directory-entry: — Otto, Kaufm., Schenkendorffstr. 33, ✉ 21: [1118, 460, 1366, 474]
- directory-entry: — Gust., Geschäftsführer, Spaldingstr. 65, ✉ 1: [1118, 745, 1381, 759]
